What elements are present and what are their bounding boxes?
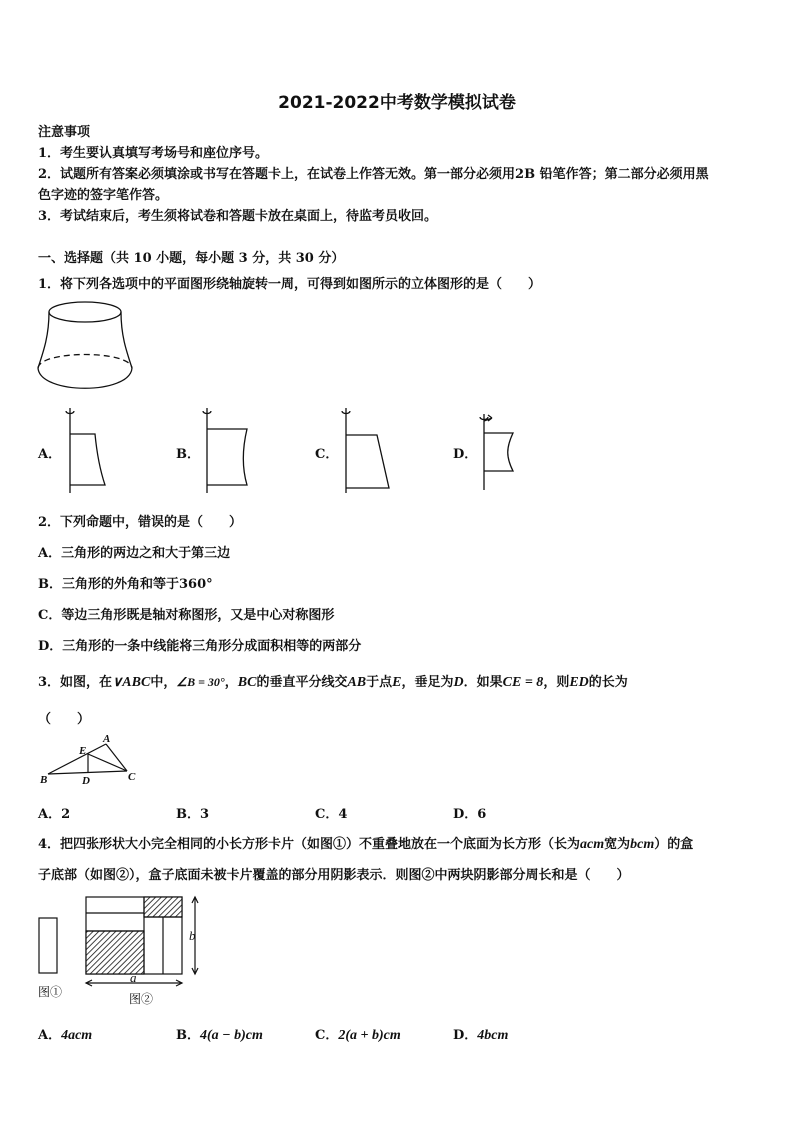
q1-option-a: A． (38, 447, 62, 462)
q3-label-b: B (40, 774, 48, 786)
q4-stem-line1: 4．把四张形状大小完全相同的小长方形卡片（如图①）不重叠地放在一个底面为长方形（长为acm宽为bcm）的盒 (38, 837, 694, 852)
q4-stem-line2: 子底部（如图②），盒子底面未被卡片覆盖的部分用阴影表示．则图②中两块阴影部分周长和是（ ） (38, 868, 630, 883)
q2-option-a: A．三角形的两边之和大于第三边 (38, 546, 231, 561)
q3-answer-paren: （ ） (38, 712, 91, 727)
notice-item: 2．试题所有答案必须填涂或书写在答题卡上，在试卷上作答无效。第一部分必须用2B 铅笔作答；第二部分必须用黑 (38, 167, 709, 182)
notice-item: 3．考试结束后，考生须将试卷和答题卡放在桌面上，待监考员收回。 (38, 209, 438, 224)
q1-option-b: B． (176, 447, 200, 462)
q2-option-d: D．三角形的一条中线能将三角形分成面积相等的两部分 (38, 639, 362, 654)
q2-stem: 2．下列命题中，错误的是（ ） (38, 515, 243, 530)
q3-label-d: D (82, 775, 90, 787)
notice-item: 色字迹的签字笔作答。 (38, 188, 169, 203)
q3-option-b: B．3 (176, 807, 210, 822)
q4-label-b: b (189, 928, 196, 943)
q1-option-d: D． (453, 447, 478, 462)
q4-fig1-caption: 图① (38, 985, 63, 999)
q4-option-d: D．4bcm (453, 1028, 509, 1043)
q3-label-a: A (103, 733, 111, 745)
q3-label-c: C (128, 771, 136, 783)
q1-stem: 1．将下列各选项中的平面图形绕轴旋转一周，可得到如图所示的立体图形的是（ ） (38, 277, 542, 292)
q4-option-a: A．4acm (38, 1028, 93, 1043)
q3-option-c: C．4 (315, 807, 348, 822)
q4-fig2-caption: 图② (129, 992, 154, 1006)
section-heading: 一、选择题（共 10 小题，每小题 3 分，共 30 分） (38, 251, 345, 266)
q4-label-a: a (130, 970, 137, 985)
q3-option-d: D．6 (453, 807, 487, 822)
notice-heading: 注意事项 (38, 125, 91, 140)
q4-option-b: B．4(a − b)cm (176, 1028, 263, 1043)
q2-option-c: C．等边三角形既是轴对称图形，又是中心对称图形 (38, 608, 335, 623)
page-title: 2021-2022中考数学模拟试卷 (278, 93, 516, 113)
q1-option-c: C． (315, 447, 339, 462)
notice-item: 1．考生要认真填写考场号和座位序号。 (38, 146, 269, 161)
q3-option-a: A．2 (38, 807, 71, 822)
q3-stem: 3．如图，在∨ABC中，∠B = 30°，BC的垂直平分线交AB于点E，垂足为D．如果CE = 8，则ED的长为 (38, 675, 628, 690)
q4-option-c: C．2(a + b)cm (315, 1028, 401, 1043)
q3-label-e: E (79, 745, 87, 757)
q2-option-b: B．三角形的外角和等于360° (38, 577, 213, 592)
